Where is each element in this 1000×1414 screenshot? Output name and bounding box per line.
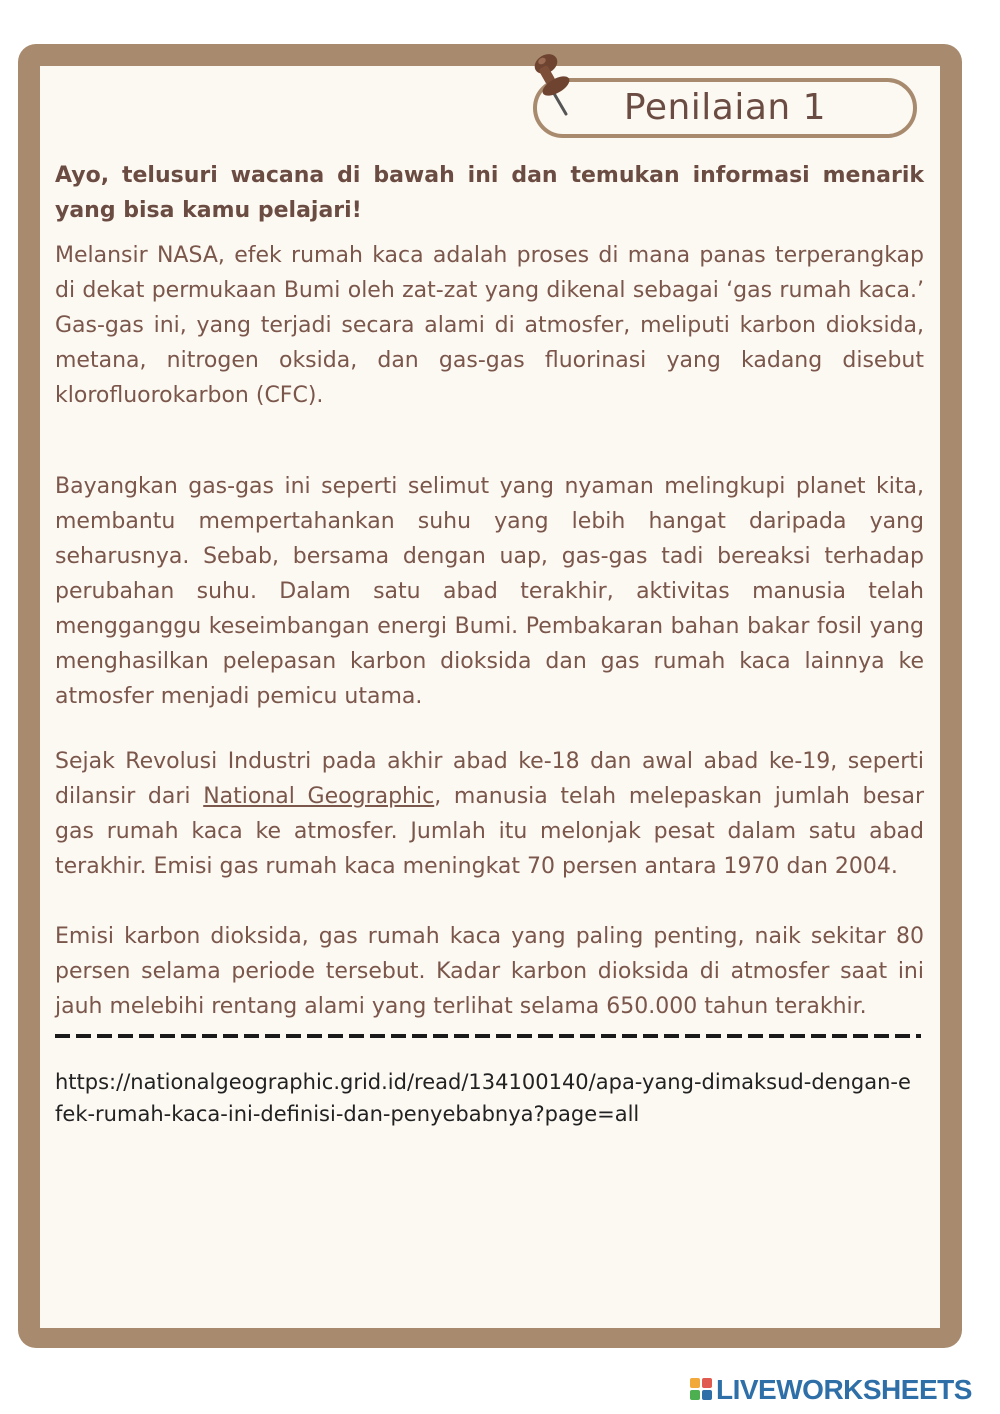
source-url: https://nationalgeographic.grid.id/read/134100140/apa-yang-dimaksud-dengan-efek-rumah-kaca-ini-definisi-dan-penyebabnya?page=all — [55, 1070, 911, 1126]
liveworksheets-logo-icon — [690, 1378, 712, 1402]
brand-name: LIVEWORKSHEETS — [716, 1374, 972, 1405]
title-badge — [533, 78, 917, 138]
paragraph-2: Bayangkan gas-gas ini seperti selimut yang nyaman melingkupi planet kita, membantu mempertahankan suhu yang lebih hangat daripada yang seharusnya. Sebab, bersama dengan uap, gas-gas tadi bereaksi terhadap perubahan suhu. Dalam satu abad terakhir, aktivitas manusia telah mengganggu keseimbangan energi Bumi. Pembakaran bahan bakar fosil yang menghasilkan pelepasan karbon dioksida dan gas rumah kaca lainnya ke atmosfer menjadi pemicu utama. — [55, 474, 924, 709]
page-title: Penilaian 1 — [623, 87, 827, 128]
paragraph-3-start: Sejak Revolusi Industri pada akhir abad ke-18 dan awal abad ke-19, seperti dilansir dari — [55, 749, 924, 809]
dashed-divider — [55, 1034, 921, 1038]
paragraph-3 — [55, 744, 924, 884]
liveworksheets-brand — [690, 1374, 972, 1406]
paragraph-3-end: , manusia telah melepaskan jumlah besar gas rumah kaca ke atmosfer. Jumlah itu melonjak pesat dalam satu abad terakhir. Emisi gas rumah kaca meningkat 70 persen antara 1970 dan 2004. — [55, 784, 924, 879]
pushpin-icon — [526, 52, 576, 118]
instruction-heading: Ayo, telusuri wacana di bawah ini dan temukan informasi menarik yang bisa kamu pelajari! — [55, 163, 924, 223]
paragraph-1: Melansir NASA, efek rumah kaca adalah proses di mana panas terperangkap di dekat permukaan Bumi oleh zat-zat yang dikenal sebagai ‘gas rumah kaca.’ Gas-gas ini, yang terjadi secara alami di atmosfer, meliputi karbon dioksida, metana, nitrogen oksida, dan gas-gas fluorinasi yang kadang disebut klorofluorokarbon (CFC). — [55, 243, 924, 408]
paragraph-4: Emisi karbon dioksida, gas rumah kaca yang paling penting, naik sekitar 80 persen selama periode tersebut. Kadar karbon dioksida di atmosfer saat ini jauh melebihi rentang alami yang terlihat selama 650.000 tahun terakhir. — [55, 924, 924, 1019]
article-content — [55, 158, 924, 1130]
national-geographic-link[interactable]: National Geographic — [203, 784, 435, 809]
